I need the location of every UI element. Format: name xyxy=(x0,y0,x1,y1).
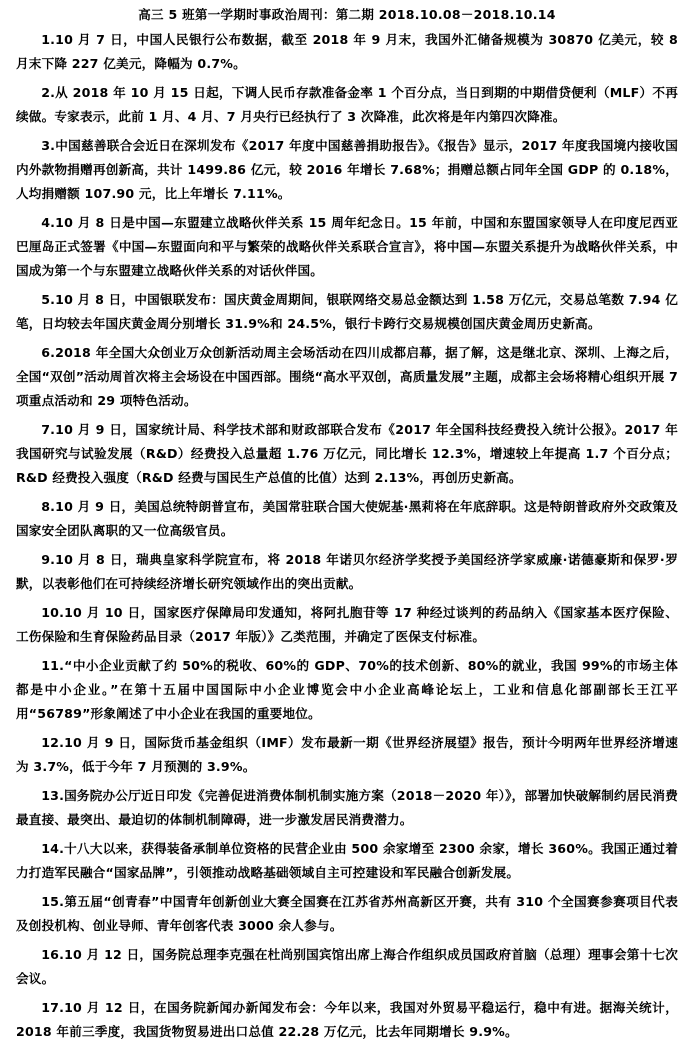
page-title: 高三 5 班第一学期时事政治周刊：第二期 2018.10.08－2018.10.14 xyxy=(138,7,556,22)
news-item-5: 5.10 月 8 日，中国银联发布：国庆黄金周期间，银联网络交易总金额达到 1.58 万亿元，交易总笔数 7.94 亿笔，日均较去年国庆黄金周分别增长 31.9%和 24.5%，银行卡跨行交易规模创国庆黄金周历史新高。 xyxy=(16,292,678,331)
news-item-9: 9.10 月 8 日，瑞典皇家科学院宣布，将 2018 年诺贝尔经济学奖授予美国经济学家威廉·诺德豪斯和保罗·罗默，以表彰他们在可持续经济增长研究领域作出的突出贡献。 xyxy=(16,552,678,591)
news-list xyxy=(16,28,678,1044)
news-item-17: 17.10 月 12 日，在国务院新闻办新闻发布会：今年以来，我国对外贸易平稳运行，稳中有进。据海关统计，2018 年前三季度，我国货物贸易进出口总值 22.28 万亿元，比去年同期增长 9.9%。 xyxy=(16,1000,678,1039)
news-item-14: 14.十八大以来，获得装备承制单位资格的民营企业由 500 余家增至 2300 余家，增长 360%。我国正通过着力打造军民融合“国家品牌”，引领推动战略基础领域自主可控建设和军民融合创新发展。 xyxy=(16,841,678,880)
news-item-16: 16.10 月 12 日，国务院总理李克强在杜尚别国宾馆出席上海合作组织成员国政府首脑（总理）理事会第十七次会议。 xyxy=(16,947,678,986)
news-item-6: 6.2018 年全国大众创业万众创新活动周主会场活动在四川成都启幕，据了解，这是继北京、深圳、上海之后，全国“双创”活动周首次将主会场设在中国西部。围绕“高水平双创，高质量发展”主题，成都主会场将精心组织开展 7 项重点活动和 29 项特色活动。 xyxy=(16,345,678,408)
news-item-3: 3.中国慈善联合会近日在深圳发布《2017 年度中国慈善捐助报告》。《报告》显示，2017 年度我国境内接收国内外款物捐赠再创新高，共计 1499.86 亿元，较 2016 年增长 7.68%；捐赠总额占同年全国 GDP 的 0.18%，人均捐赠额 107.90 元，比上年增长 7.11%。 xyxy=(16,138,678,201)
news-item-11: 11.“中小企业贡献了约 50%的税收、60%的 GDP、70%的技术创新、80%的就业，我国 99%的市场主体都是中小企业。”在第十五届中国国际中小企业博览会中小企业高峰论坛上，工业和信息化部副部长王江平用“56789”形象阐述了中小企业在我国的重要地位。 xyxy=(16,658,678,721)
news-item-12: 12.10 月 9 日，国际货币基金组织（IMF）发布最新一期《世界经济展望》报告，预计今明两年世界经济增速为 3.7%，低于今年 7 月预测的 3.9%。 xyxy=(16,735,678,774)
news-item-7: 7.10 月 9 日，国家统计局、科学技术部和财政部联合发布《2017 年全国科技经费投入统计公报》。2017 年我国研究与试验发展（R&D）经费投入总量超 1.76 万亿元，同比增长 12.3%，增速较上年提高 1.7 个百分点；R&D 经费投入强度（R&D 经费与国民生产总值的比值）达到 2.13%，再创历史新高。 xyxy=(16,422,678,485)
news-item-1: 1.10 月 7 日，中国人民银行公布数据，截至 2018 年 9 月末，我国外汇储备规模为 30870 亿美元，较 8 月末下降 227 亿美元，降幅为 0.7%。 xyxy=(16,32,678,71)
news-item-4: 4.10 月 8 日是中国—东盟建立战略伙伴关系 15 周年纪念日。15 年前，中国和东盟国家领导人在印度尼西亚巴厘岛正式签署《中国—东盟面向和平与繁荣的战略伙伴关系联合宣言》，将中国—东盟关系提升为战略伙伴关系，中国成为第一个与东盟建立战略伙伴关系的对话伙伴国。 xyxy=(16,215,678,278)
news-item-15: 15.第五届“创青春”中国青年创新创业大赛全国赛在江苏省苏州高新区开赛，共有 310 个全国赛参赛项目代表及创投机构、创业导师、青年创客代表 3000 余人参与。 xyxy=(16,894,678,933)
news-item-13: 13.国务院办公厅近日印发《完善促进消费体制机制实施方案（2018－2020 年）》，部署加快破解制约居民消费最直接、最突出、最迫切的体制机制障碍，进一步激发居民消费潜力。 xyxy=(16,788,678,827)
news-item-2: 2.从 2018 年 10 月 15 日起，下调人民币存款准备金率 1 个百分点，当日到期的中期借贷便利（MLF）不再续做。专家表示，此前 1 月、4 月、7 月央行已经执行了 3 次降准，此次将是年内第四次降准。 xyxy=(16,85,678,124)
news-item-8: 8.10 月 9 日，美国总统特朗普宣布，美国常驻联合国大使妮基·黑莉将在年底辞职。这是特朗普政府外交政策及国家安全团队离职的又一位高级官员。 xyxy=(16,499,678,538)
news-item-10: 10.10 月 10 日，国家医疗保障局印发通知，将阿扎胞苷等 17 种经过谈判的药品纳入《国家基本医疗保险、工伤保险和生育保险药品目录（2017 年版）》乙类范围，并确定了医保支付标准。 xyxy=(16,605,678,644)
